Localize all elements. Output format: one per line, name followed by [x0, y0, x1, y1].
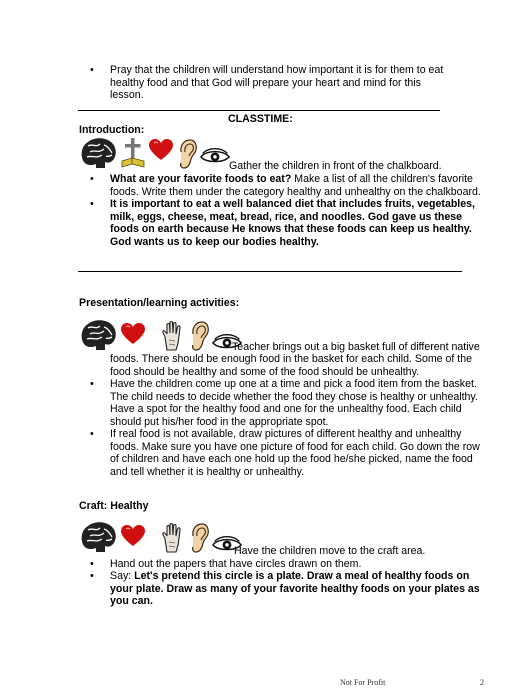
classtime-label: CLASSTIME: [228, 113, 293, 125]
brain-icon [78, 520, 118, 554]
eye-icon [200, 148, 230, 164]
section-divider [78, 110, 440, 111]
craft-heading: Craft: Healthy [79, 500, 149, 512]
list-item [90, 173, 482, 198]
ear-icon [188, 522, 210, 554]
bullet-marker: • [90, 198, 94, 210]
presentation-icon-caption: Teacher brings out a big basket full of different native [232, 341, 480, 353]
bullet-marker: • [90, 173, 94, 185]
introduction-icon-caption: Gather the children in front of the chalkboard. [229, 160, 442, 172]
list-item [90, 558, 482, 571]
brain-icon [78, 318, 118, 352]
ear-icon [176, 138, 198, 170]
bullet-text: If real food is not available, draw pictures of different healthy and unhealthy foods. Make sure you have one picture of food for each child. Go down the row of children and have each one hold up the food he/she picked, name the food and tell whether it is healthy or unhealthy. [110, 428, 480, 478]
bullet-marker: • [90, 378, 94, 390]
heart-icon [120, 524, 146, 548]
presentation-lead-text: foods. There should be enough food in the basket for each child. Some of the food should be healthy and some of the food should be unhealthy. [110, 353, 473, 378]
intro-bullet-text: Pray that the children will understand how important it is for them to eat healthy food and that God will prepare your heart and mind for this lesson. [110, 64, 444, 102]
list-item [90, 428, 482, 478]
bullet-text: Have the children come up one at a time and pick a food item from the basket. The child needs to decide whether the food they chose is healthy or unhealthy. Have a spot for the healthy food and one for the unhealthy food. Each child should put his/her food in the appropriate spot. [110, 378, 478, 428]
bullet-marker: • [90, 558, 94, 570]
footer-label: Not For Profit [340, 678, 386, 687]
craft-icon-caption: Have the children move to the craft area. [234, 545, 426, 557]
hand-icon [160, 522, 186, 554]
bullet-marker: • [90, 570, 94, 582]
list-item [90, 378, 482, 428]
heart-icon [148, 138, 174, 162]
list-item [90, 64, 455, 102]
introduction-heading: Introduction: [79, 124, 145, 136]
list-item [90, 570, 482, 608]
brain-icon [78, 136, 118, 170]
page-number: 2 [480, 678, 484, 687]
hand-icon [160, 320, 186, 352]
bullet-marker: • [90, 64, 94, 76]
presentation-heading: Presentation/learning activities: [79, 297, 240, 309]
presentation-icon-row [78, 318, 244, 352]
bullet-prefix: Say: [110, 570, 135, 582]
cross-bible-icon [120, 136, 146, 170]
section-divider [78, 271, 462, 272]
craft-icon-row [78, 520, 244, 554]
bullet-marker: • [90, 428, 94, 440]
bullet-text: Hand out the papers that have circles drawn on them. [110, 558, 362, 570]
bullet-bold-text: It is important to eat a well balanced diet that includes fruits, vegetables, milk, eggs, cheese, meat, bread, rice, and noodles. God gave us these foods on earth because He knows that these foods can keep us healthy. God wants us to keep our bodies healthy. [110, 198, 475, 248]
introduction-icon-row [78, 136, 232, 170]
bullet-bold-text: Let's pretend this circle is a plate. Draw a meal of healthy foods on your plate. Draw as many of your favorite healthy foods on your plates as you can. [110, 570, 480, 608]
bullet-text: Make a list of all the children's favorite foods. Write them under the category healthy and unhealthy on the chalkboard. [110, 173, 481, 198]
ear-icon [188, 320, 210, 352]
bullet-bold-text: What are your favorite foods to eat? [110, 173, 292, 185]
heart-icon [120, 322, 146, 346]
list-item [90, 198, 482, 248]
